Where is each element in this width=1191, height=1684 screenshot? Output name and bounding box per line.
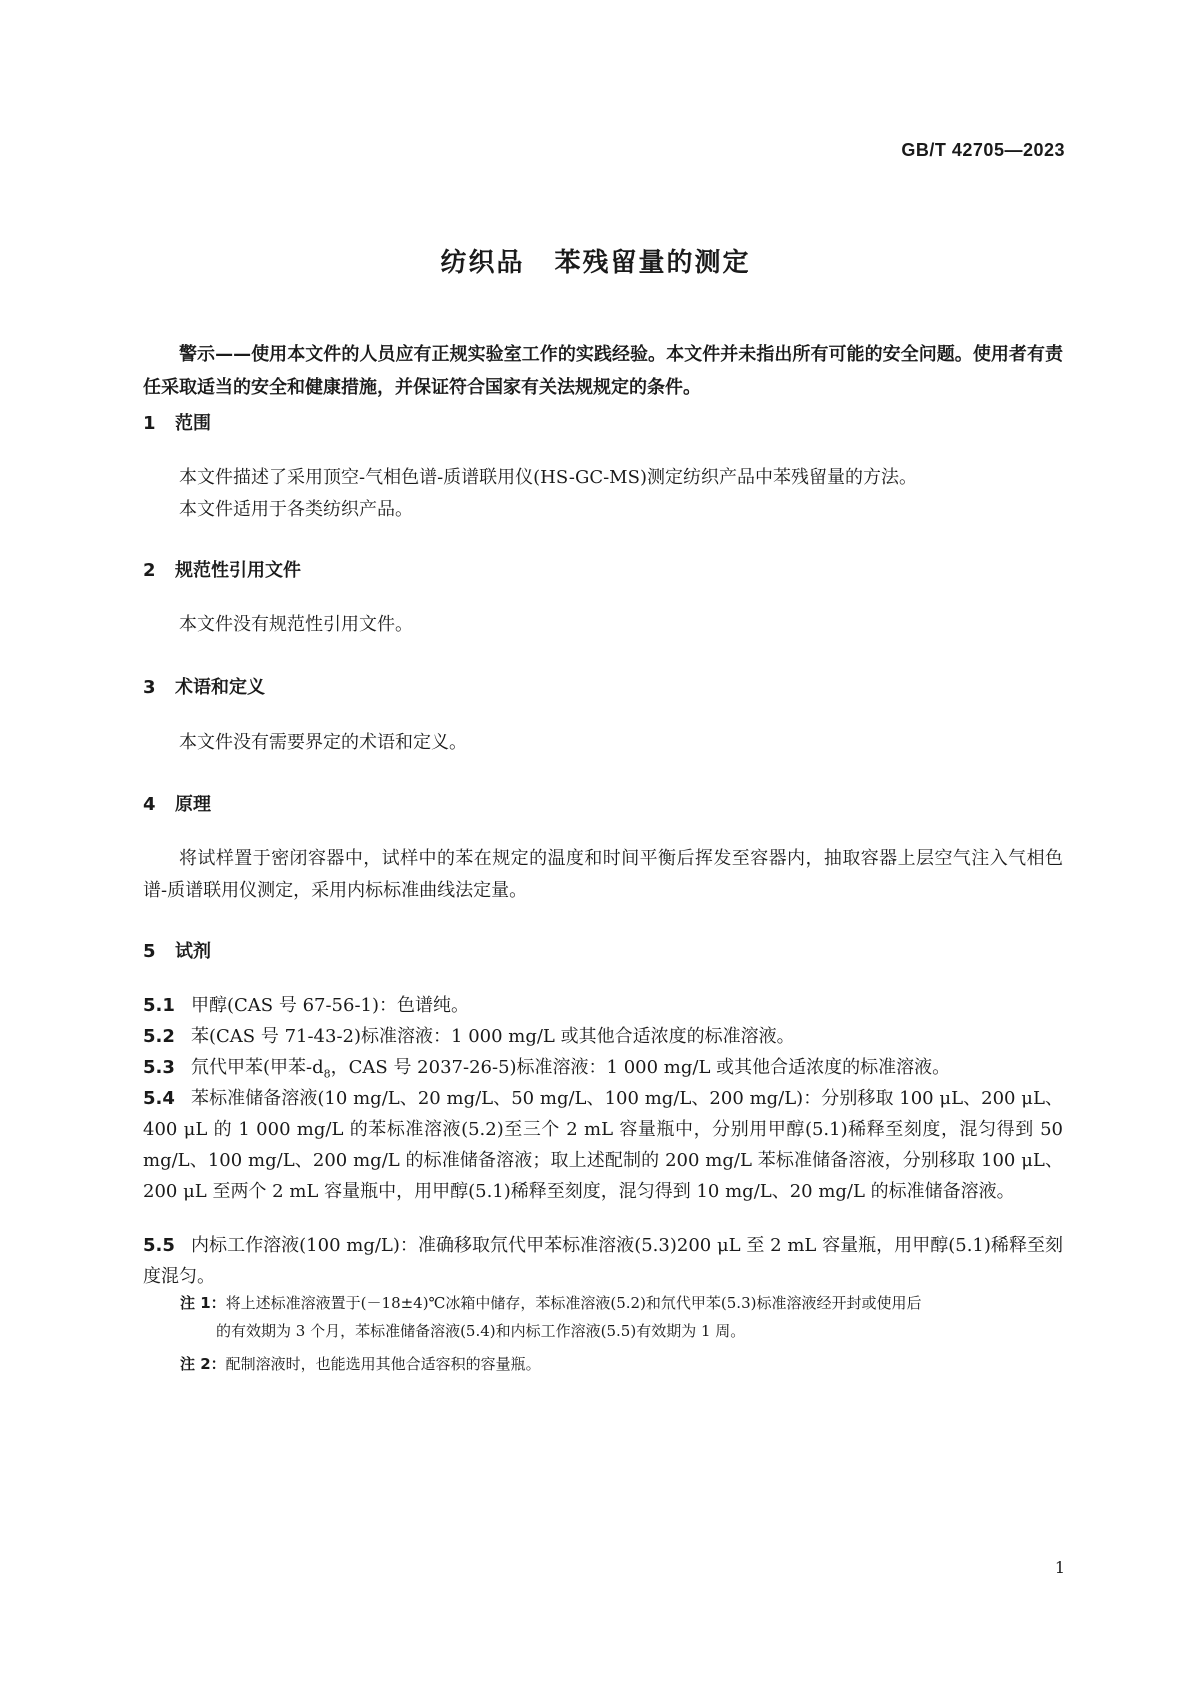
item-text: 苯标准储备溶液(10 mg/L、20 mg/L、50 mg/L、100 mg/L、200 mg/L)：分别移取 100 μL、200 μL、400 μL 的 1 000 mg/L 的苯标准溶液(5.2)至三个 2 mL 容量瓶中，分别用甲醇(5.1)稀释至刻度，混匀得到 50 mg/L、100 mg/L、200 mg/L 的标准储备溶液；取上述配制的 200 mg/L 苯标准储备溶液，分别移取 100 μL、200 μL 至两个 2 mL 容量瓶中，用甲醇(5.1)稀释至刻度，混匀得到 10 mg/L、20 mg/L 的标准储备溶液。 bbox=[143, 1088, 1063, 1202]
section-title: 试剂 bbox=[175, 941, 211, 962]
note-label: 注 2： bbox=[180, 1355, 226, 1373]
section-heading-scope bbox=[143, 409, 211, 435]
item-number: 5.1 bbox=[143, 995, 175, 1016]
reagent-item-5-1 bbox=[143, 990, 1063, 1021]
title-part-2: 苯残留量的测定 bbox=[554, 248, 751, 278]
section-number: 4 bbox=[143, 794, 156, 815]
item-number: 5.4 bbox=[143, 1088, 175, 1109]
section-number: 5 bbox=[143, 941, 156, 962]
note-text-continued: 的有效期为 3 个月，苯标准储备溶液(5.4)和内标工作溶液(5.5)有效期为 1 周。 bbox=[216, 1322, 746, 1340]
warning-text: 警示——使用本文件的人员应有正规实验室工作的实践经验。本文件并未指出所有可能的安全问题。使用者有责任采取适当的安全和健康措施，并保证符合国家有关法规规定的条件。 bbox=[143, 344, 1063, 398]
section-heading-reagents bbox=[143, 937, 211, 963]
terms-paragraph: 本文件没有需要界定的术语和定义。 bbox=[179, 732, 467, 753]
section-heading-principle bbox=[143, 790, 211, 816]
standard-code: GB/T 42705—2023 bbox=[901, 140, 1065, 160]
note-text: 配制溶液时，也能选用其他合适容积的容量瓶。 bbox=[225, 1355, 541, 1373]
normative-references-paragraph: 本文件没有规范性引用文件。 bbox=[179, 614, 413, 635]
scope-paragraph-1: 本文件描述了采用顶空-气相色谱-质谱联用仪(HS-GC-MS)测定纺织产品中苯残留量的方法。 bbox=[179, 467, 917, 488]
item-text: 内标工作溶液(100 mg/L)：准确移取氘代甲苯标准溶液(5.3)200 μL 至 2 mL 容量瓶，用甲醇(5.1)稀释至刻度混匀。 bbox=[143, 1235, 1063, 1287]
section-title: 原理 bbox=[175, 794, 211, 815]
item-text: 甲醇(CAS 号 67-56-1)：色谱纯。 bbox=[191, 995, 470, 1016]
note-1 bbox=[180, 1289, 1065, 1345]
section-title: 术语和定义 bbox=[175, 677, 265, 698]
note-2 bbox=[180, 1350, 1065, 1378]
scope-paragraph-2: 本文件适用于各类纺织产品。 bbox=[179, 499, 413, 520]
item-number: 5.5 bbox=[143, 1235, 175, 1256]
item-number: 5.3 bbox=[143, 1057, 175, 1078]
section-title: 规范性引用文件 bbox=[175, 560, 301, 581]
section-heading-normative-references bbox=[143, 556, 301, 582]
section-title: 范围 bbox=[175, 413, 211, 434]
document-title bbox=[0, 242, 1191, 279]
item-subscript: 8 bbox=[323, 1067, 331, 1081]
note-label: 注 1： bbox=[180, 1294, 226, 1312]
note-text: 将上述标准溶液置于(－18±4)℃冰箱中储存，苯标准溶液(5.2)和氘代甲苯(5.3)标准溶液经开封或使用后 bbox=[225, 1294, 922, 1312]
section-number: 1 bbox=[143, 413, 156, 434]
reagent-item-5-5 bbox=[143, 1230, 1063, 1292]
item-text: ，CAS 号 2037-26-5)标准溶液：1 000 mg/L 或其他合适浓度的标准溶液。 bbox=[330, 1057, 951, 1078]
section-number: 3 bbox=[143, 677, 156, 698]
section-heading-terms bbox=[143, 673, 265, 699]
section-number: 2 bbox=[143, 560, 156, 581]
item-text: 氘代甲苯(甲苯-d bbox=[191, 1057, 324, 1078]
item-text: 苯(CAS 号 71-43-2)标准溶液：1 000 mg/L 或其他合适浓度的标准溶液。 bbox=[191, 1026, 795, 1047]
principle-paragraph: 将试样置于密闭容器中，试样中的苯在规定的温度和时间平衡后挥发至容器内，抽取容器上层空气注入气相色谱-质谱联用仪测定，采用内标标准曲线法定量。 bbox=[143, 848, 1063, 901]
item-number: 5.2 bbox=[143, 1026, 175, 1047]
reagent-item-5-4 bbox=[143, 1083, 1063, 1207]
page-number: 1 bbox=[1054, 1558, 1065, 1577]
title-part-1: 纺织品 bbox=[440, 248, 525, 278]
reagent-item-5-2 bbox=[143, 1021, 1063, 1052]
